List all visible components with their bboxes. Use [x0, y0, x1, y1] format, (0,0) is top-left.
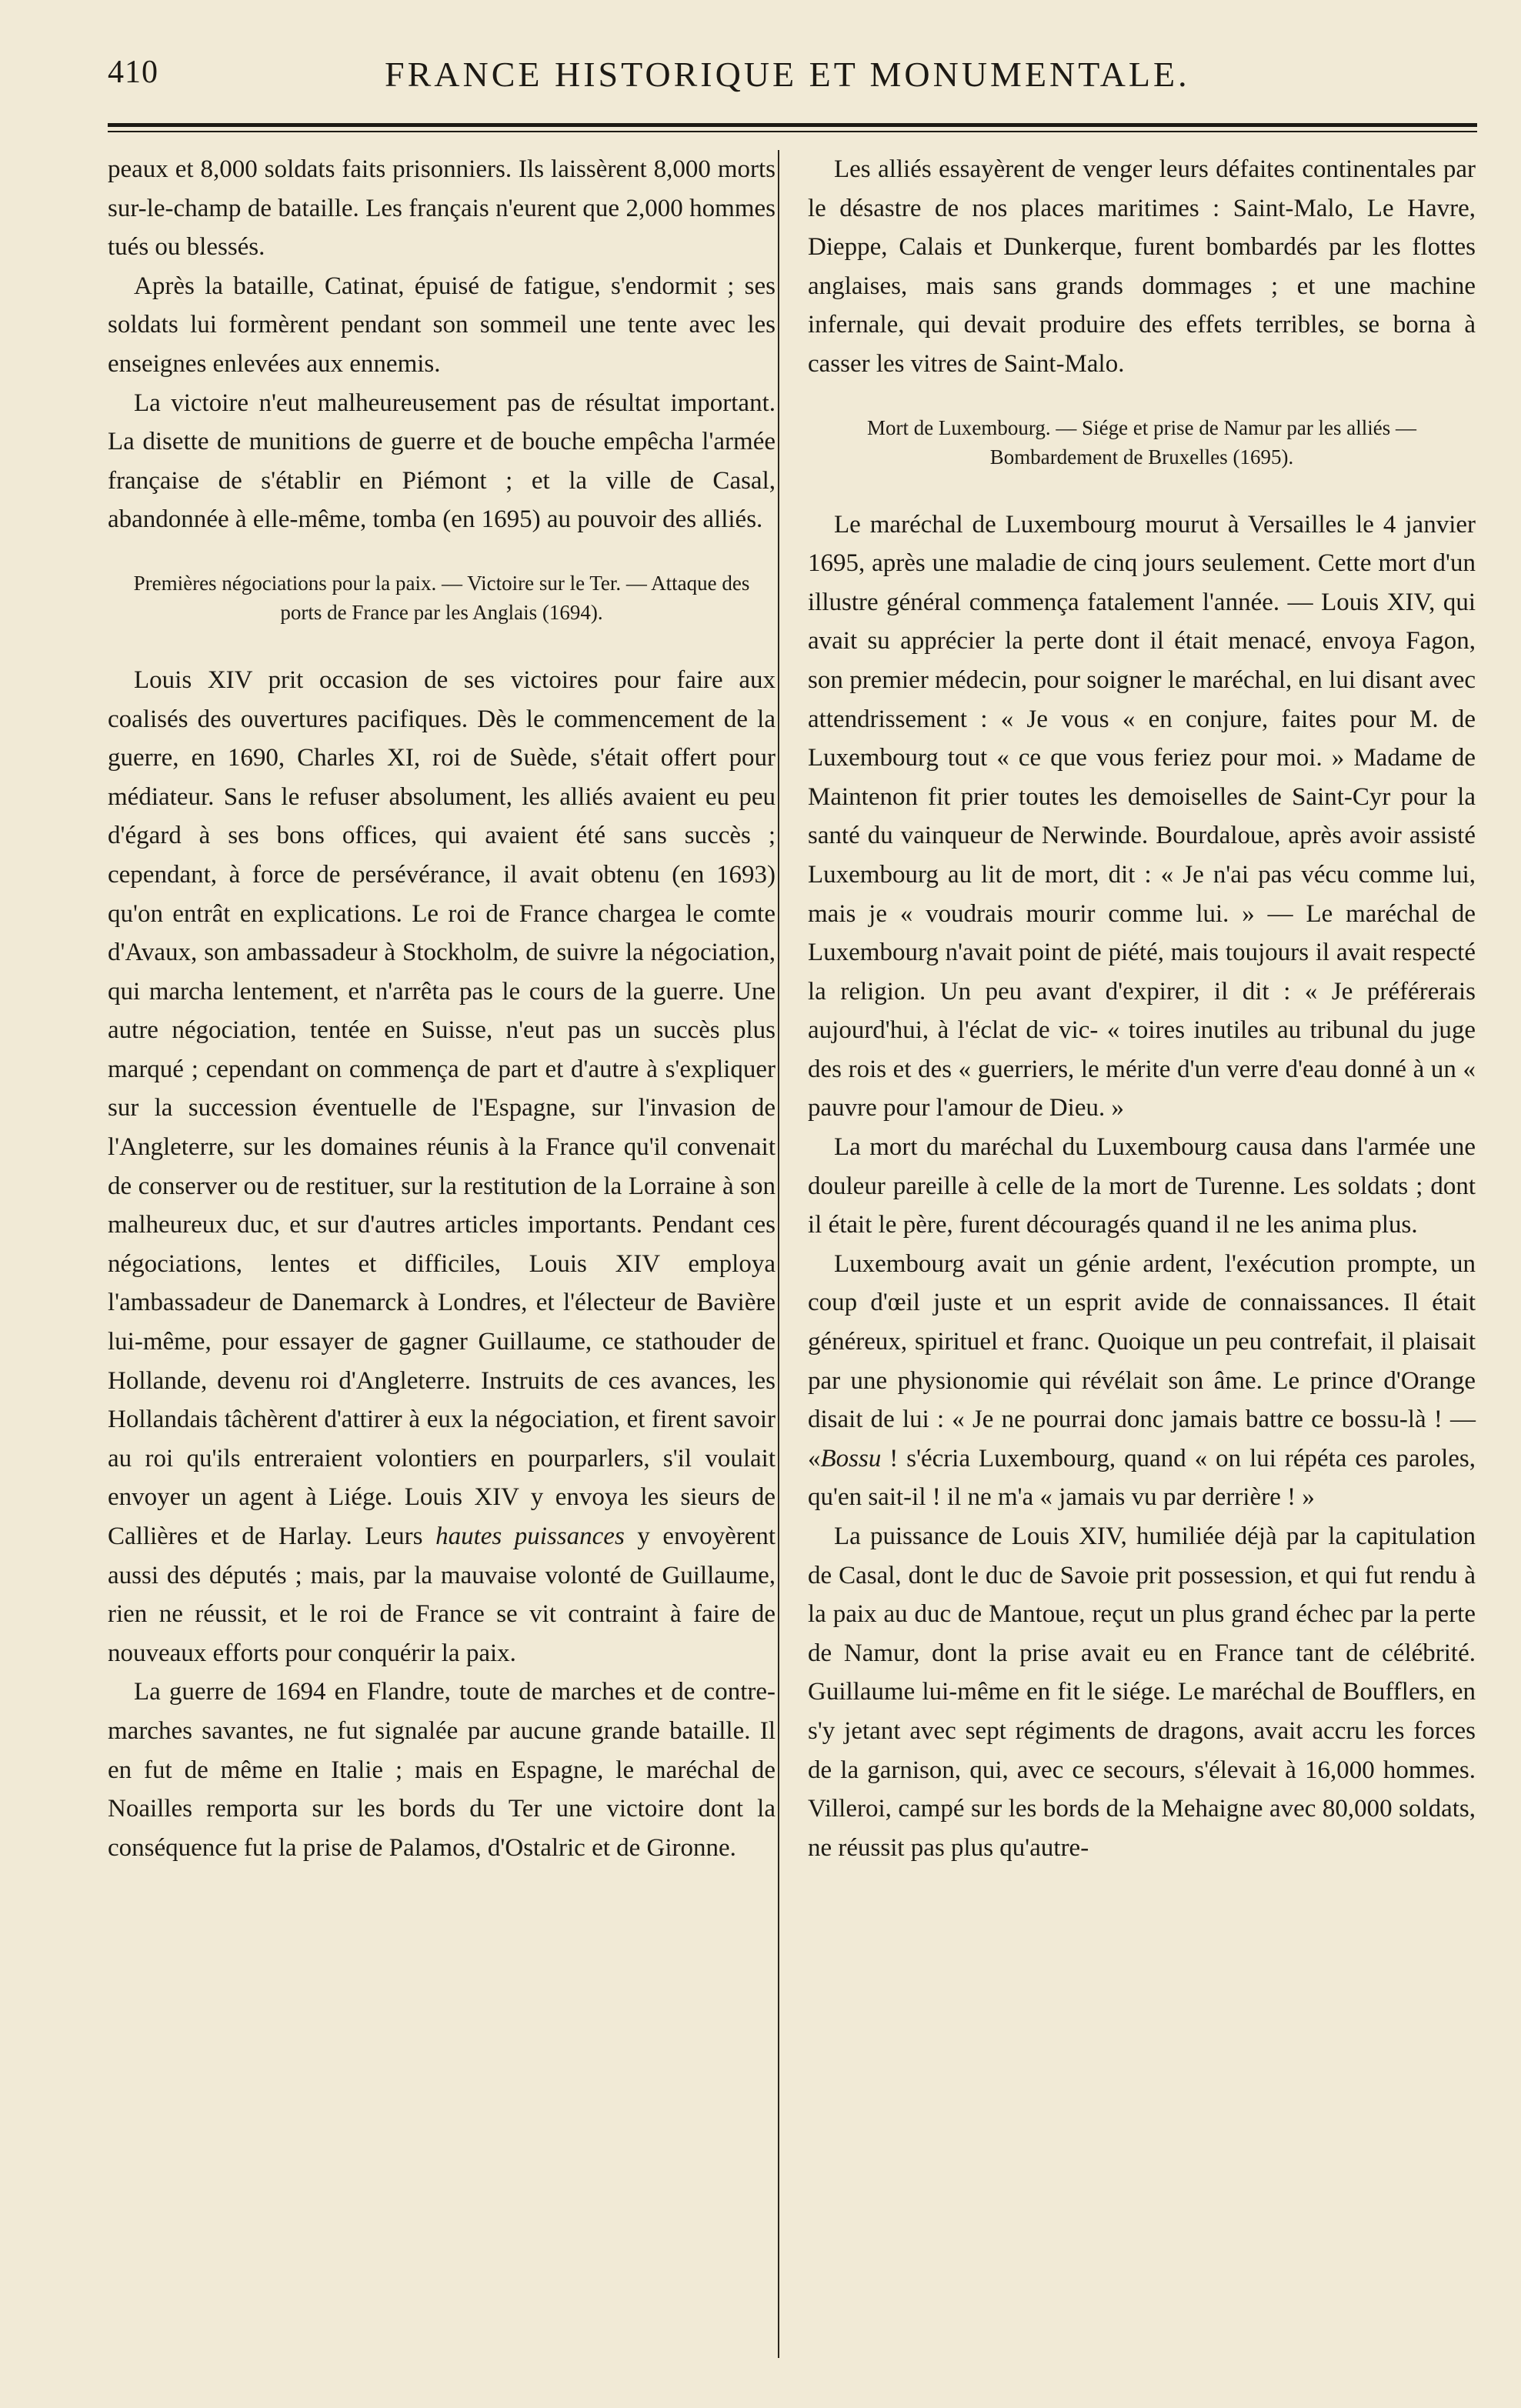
italic-term: hautes puissances: [435, 1523, 625, 1550]
text-run: Louis XIV prit occasion de ses victoires pour faire aux coalisés des ouvertures pacifiques. Dès le commencement de la guerre, en 1690, Charles XI, roi de Suède, s'était offert pour médiateur. Sans le refuser absolument, les alliés avaient eu peu d'égard à ses bons offices, qui avaient été sans succès ; cependant, à force de persévérance, il avait obtenu (en 1693) qu'on entrât en explications. Le roi de France chargea le comte d'Avaux, son ambassadeur à Stockholm, de suivre la négociation, qui marcha lentement, et n'arrêta pas le cours de la guerre. Une autre négociation, tentée en Suisse, n'eut pas un succès plus marqué ; cependant on commença de part et d'autre à s'expliquer sur la succession éventuelle de l'Espagne, sur l'invasion de l'Angleterre, sur les domaines réunis à la France qu'il convenait de conserver ou de restituer, sur la restitution de la Lorraine à son malheureux duc, et sur d'autres articles importants. Pendant ces négociations, lentes et difficiles, Louis XIV employa l'ambassadeur de Danemarck à Londres, et l'électeur de Bavière lui-même, pour essayer de gagner Guillaume, ce stathouder de Hollande, devenu roi d'Angleterre. Instruits de ces avances, les Hollandais tâchèrent d'attirer à eux la négociation, et firent savoir au roi qu'ils entreraient volontiers en pourparlers, s'il voulait envoyer un agent à Liége. Louis XIV y envoya les sieurs de Callières et de Harlay. Leurs: [108, 665, 776, 1550]
paragraph: Les alliés essayèrent de venger leurs défaites continentales par le désastre de nos places maritimes : Saint-Malo, Le Havre, Dieppe, Calais et Dunkerque, furent bombardés par les flottes anglaises, mais sans grands dommages ; et une machine infernale, qui devait produire des effets terribles, se borna à casser les vitres de Saint-Malo.: [808, 155, 1476, 378]
paragraph: Après la bataille, Catinat, épuisé de fatigue, s'endormit ; ses soldats lui formèrent pendant son sommeil une tente avec les enseignes enlevées aux ennemis.: [108, 272, 776, 378]
paragraph: La mort du maréchal du Luxembourg causa dans l'armée une douleur pareille à celle de la mort de Turenne. Les soldats ; dont il était le père, furent découragés quand il ne les anima plus.: [808, 1133, 1476, 1239]
section-heading: [115, 569, 768, 627]
paragraph: Le maréchal de Luxembourg mourut à Versailles le 4 janvier 1695, après une maladie de cinq jours seulement. Cette mort d'un illustre général commença fatalement l'année. — Louis XIV, qui avait su apprécier la perte dont il était menacé, envoya Fagon, son premier médecin, pour soigner le maréchal, en lui disant avec attendrissement : « Je vous « en conjure, faites pour M. de Luxembourg tout « ce que vous feriez pour moi. » Madame de Maintenon fit prier toutes les demoiselles de Saint-Cyr pour la santé du vainqueur de Nerwinde. Bourdaloue, après avoir assisté Luxembourg au lit de mort, dit : « Je n'ai pas vécu comme lui, mais je « voudrais mourir comme lui. » — Le maréchal de Luxembourg n'avait point de piété, mais toujours il avait respecté la religion. Un peu avant d'expirer, il dit : « Je préférerais aujourd'hui, à l'éclat de vic- « toires inutiles au tribunal du juge des rois et des « guerriers, le mérite d'un verre d'eau donné à un « pauvre pour l'amour de Dieu. »: [808, 510, 1476, 1122]
page-header: [108, 46, 1481, 115]
paragraph: [808, 1245, 1476, 1517]
section-heading-text: Mort de Luxembourg. — Siége et prise de Namur par les alliés — Bombardement de Bruxelles (1695).: [866, 415, 1417, 469]
paragraph: La puissance de Louis XIV, humiliée déjà par la capitulation de Casal, dont le duc de Savoie prit possession, et qui fut rendu à la paix au duc de Mantoue, reçut un plus grand échec par la perte de Namur, dont la prise avait eu en France tant de célébrité. Guillaume lui-même en fit le siége. Le maréchal de Boufflers, en s'y jetant avec sept régiments de dragons, avait accru les forces de la garnison, qui, avec ce secours, s'élevait à 16,000 hommes. Villeroi, campé sur les bords de la Mehaigne avec 80,000 soldats, ne réussit pas plus qu'autre-: [808, 1523, 1476, 1862]
page-number: 410: [108, 55, 158, 90]
section-heading-text: Premières négociations pour la paix. — Victoire sur le Ter. — Attaque des ports de France par les Anglais (1694).: [133, 571, 750, 624]
italic-term: Bossu: [820, 1444, 882, 1472]
running-title: FRANCE HISTORIQUE ET MONUMENTALE.: [385, 55, 1190, 94]
paragraph: peaux et 8,000 soldats faits prisonniers. Ils laissèrent 8,000 morts sur-le-champ de bataille. Les français n'eurent que 2,000 hommes tués ou blessés.: [108, 155, 776, 262]
paragraph: La victoire n'eut malheureusement pas de résultat important. La disette de munitions de guerre et de bouche empêcha l'armée française de s'établir en Piémont ; et la ville de Casal, abandonnée à elle-même, tomba (en 1695) au pouvoir des alliés.: [108, 389, 776, 534]
text-run: ! s'écria Luxembourg, quand « on lui répéta ces paroles, qu'en sait-il ! il ne m'a « jamais vu par derrière ! »: [808, 1444, 1476, 1512]
paragraph: La guerre de 1694 en Flandre, toute de marches et de contre-marches savantes, ne fut signalée par aucune grande bataille. Il en fut de même en Italie ; mais en Espagne, le maréchal de Noailles remporta sur les bords du Ter une victoire dont la conséquence fut la prise de Palamos, d'Ostalric et de Gironne.: [108, 1678, 776, 1862]
text-run: y envoyèrent aussi des députés ; mais, par la mauvaise volonté de Guillaume, rien ne réussit, et le roi de France se vit contraint à faire de nouveaux efforts pour conquérir la paix.: [108, 1523, 776, 1667]
left-column: [108, 150, 776, 1867]
text-run: Luxembourg avait un génie ardent, l'exécution prompte, un coup d'œil juste et un esprit avide de connaissances. Il était généreux, spirituel et franc. Quoique un peu contrefait, il plaisait par une physionomie qui révélait son âme. Le prince d'Orange disait de lui : « Je ne pourrai donc jamais battre ce bossu-là ! — «: [808, 1249, 1476, 1472]
column-divider: [778, 150, 779, 2358]
right-column: [808, 150, 1476, 1867]
paragraph: [108, 661, 776, 1673]
section-heading: [816, 413, 1468, 472]
header-rule: [108, 123, 1477, 127]
header-rule-thin: [108, 131, 1477, 132]
